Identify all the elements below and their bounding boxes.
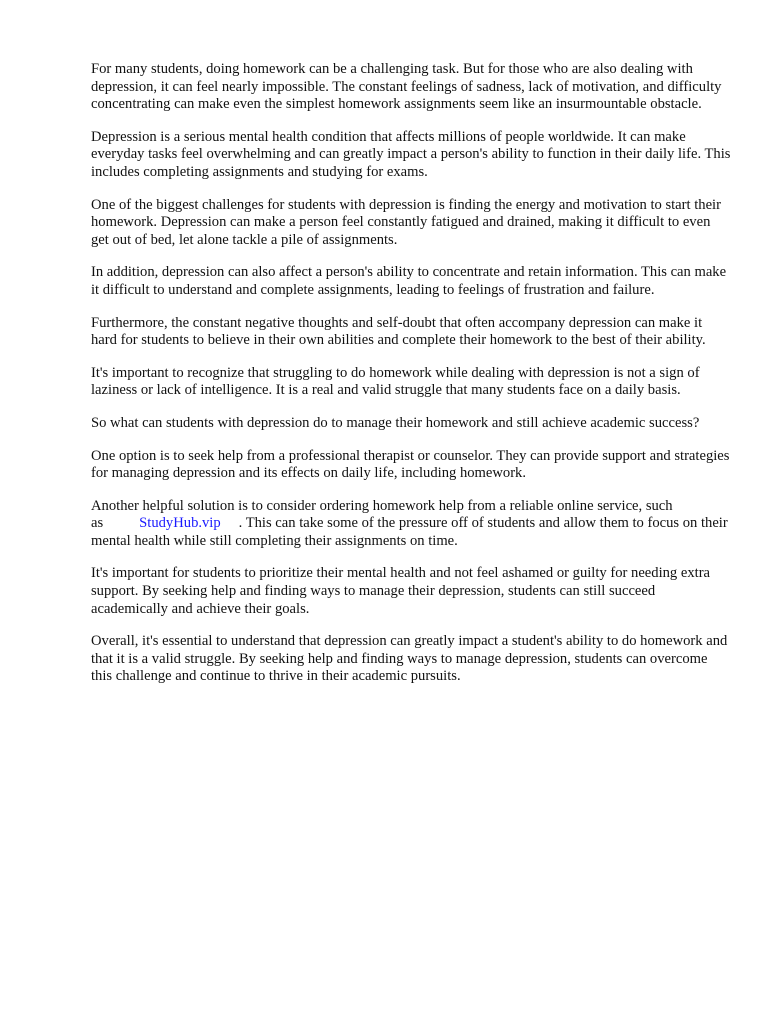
paragraph-therapist: One option is to seek help from a professional therapist or counselor. They can provide support and strategies for managing depression and its effects on daily life, including homework. — [91, 447, 730, 482]
paragraph-prioritize-health: It's important for students to prioritize their mental health and not feel ashamed or guilty for needing extra support. By seeking help and finding ways to manage their depression, students can still succeed academically and achieve their goals. — [91, 565, 711, 617]
paragraph-question: So what can students with depression do to manage their homework and still achieve academic success? — [91, 414, 700, 431]
paragraph-energy-motivation: One of the biggest challenges for students with depression is finding the energy and motivation to start their homework. Depression can make a person feel constantly fatigued and drained, making it difficult to even get out of bed, let alone tackle a pile of assignments. — [91, 196, 721, 248]
paragraph-depression-definition: Depression is a serious mental health condition that affects millions of people worldwide. It can make everyday tasks feel overwhelming and can greatly impact a person's ability to function in their daily life. This includes completing assignments and studying for exams. — [91, 128, 731, 180]
paragraph-valid-struggle: It's important to recognize that struggling to do homework while dealing with depression is not a sign of laziness or lack of intelligence. It is a real and valid struggle that many students face on a daily basis. — [91, 364, 700, 399]
studyhub-link[interactable]: StudyHub.vip — [139, 515, 221, 532]
paragraph-online-service — [91, 498, 731, 551]
link-paragraph-before-text: Another helpful solution is to consider ordering homework help from a reliable online service, such as — [91, 497, 673, 532]
document-body — [91, 61, 731, 701]
link-paragraph-after-text: . This can take some of the pressure off of students and allow them to focus on their mental health while still completing their assignments on time. — [91, 515, 728, 549]
paragraph-self-doubt: Furthermore, the constant negative thoughts and self-doubt that often accompany depression can make it hard for students to believe in their own abilities and complete their homework to the best of their ability. — [91, 314, 706, 349]
paragraph-intro: For many students, doing homework can be a challenging task. But for those who are also dealing with depression, it can feel nearly impossible. The constant feelings of sadness, lack of motivation, and difficulty concentrating can make even the simplest homework assignments seem like an insurmountable obstacle. — [91, 61, 722, 113]
paragraph-conclusion: Overall, it's essential to understand that depression can greatly impact a student's ability to do homework and that it is a valid struggle. By seeking help and finding ways to manage depression, students can overcome this challenge and continue to thrive in their academic pursuits. — [91, 633, 728, 685]
paragraph-concentration: In addition, depression can also affect a person's ability to concentrate and retain information. This can make it difficult to understand and complete assignments, leading to feelings of frustration and failure. — [91, 264, 727, 298]
